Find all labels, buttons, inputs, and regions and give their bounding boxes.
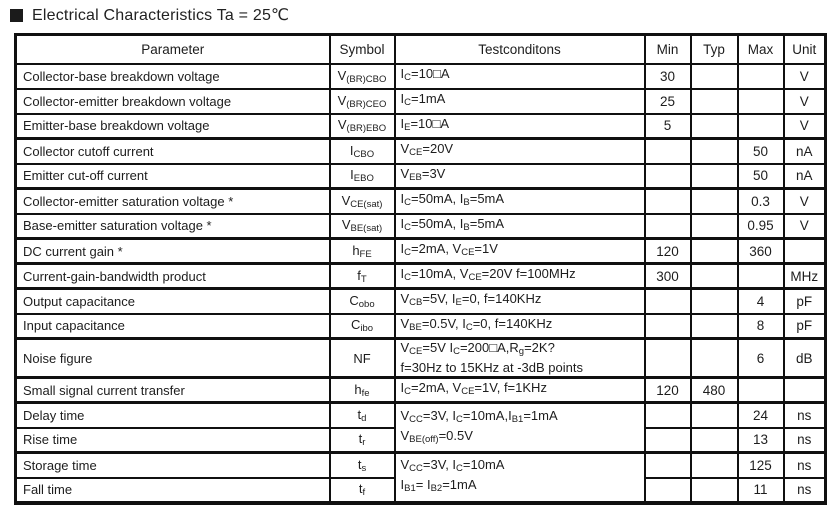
symbol-cell: $I_{EBO}$ <box>330 164 395 189</box>
max-cell: 4 <box>738 289 784 314</box>
parameter-cell: Noise figure <box>16 339 330 378</box>
col-header-symbol: Symbol <box>330 35 395 64</box>
max-cell: 0.95 <box>738 214 784 239</box>
table-row <box>16 164 826 189</box>
conditions-cell <box>395 264 645 289</box>
col-header-parameter: Parameter <box>16 35 330 64</box>
parameter-cell: Emitter cut-off current <box>16 164 330 189</box>
unit-cell: pF <box>784 314 826 339</box>
max-cell: 8 <box>738 314 784 339</box>
max-cell <box>738 264 784 289</box>
parameter-cell: Delay time <box>16 403 330 428</box>
max-cell: 125 <box>738 453 784 478</box>
parameter-cell: Storage time <box>16 453 330 478</box>
condition-line: f=30Hz to 15KHz at -3dB points <box>400 360 583 375</box>
min-cell: 25 <box>645 89 691 114</box>
min-cell <box>645 164 691 189</box>
symbol-cell: $t_r$ <box>330 428 395 453</box>
min-cell <box>645 189 691 214</box>
table-row <box>16 264 826 289</box>
conditions-cell <box>395 314 645 339</box>
min-cell: 5 <box>645 114 691 139</box>
condition-line: $I_C=50mA$, $I_B=5mA$ <box>400 191 505 209</box>
max-cell <box>738 64 784 89</box>
table-row <box>16 239 826 264</box>
max-cell: 50 <box>738 139 784 164</box>
unit-cell: nA <box>784 164 826 189</box>
condition-line: $V_{BE(off)}=0.5V$ <box>400 427 473 445</box>
table-row <box>16 289 826 314</box>
table-row <box>16 453 826 478</box>
col-header-max: Max <box>738 35 784 64</box>
typ-cell <box>691 453 738 478</box>
symbol-cell: $I_{CBO}$ <box>330 139 395 164</box>
min-cell: 120 <box>645 378 691 403</box>
unit-cell: pF <box>784 289 826 314</box>
condition-line: $V_{BE}=0.5V$, $I_C=0$, f=140KHz <box>400 315 553 333</box>
typ-cell <box>691 239 738 264</box>
symbol-cell: $t_s$ <box>330 453 395 478</box>
min-cell <box>645 428 691 453</box>
unit-cell: ns <box>784 453 826 478</box>
table-row <box>16 114 826 139</box>
condition-line: $I_C=2mA$, $V_{CE}=1V$, f=1KHz <box>400 380 547 397</box>
typ-cell <box>691 189 738 214</box>
parameter-cell: Fall time <box>16 478 330 503</box>
condition-line: $I_C=10mA$, $V_{CE}=20V$ f=100MHz <box>400 266 576 283</box>
col-header-unit: Unit <box>784 35 826 64</box>
condition-line: $I_{B1}= I_{B2}=1mA$ <box>400 477 477 495</box>
typ-cell <box>691 64 738 89</box>
conditions-cell <box>395 453 645 503</box>
unit-cell: nA <box>784 139 826 164</box>
col-header-typ: Typ <box>691 35 738 64</box>
symbol-cell: $V_{CE(sat)}$ <box>330 189 395 214</box>
header-row <box>16 35 826 64</box>
col-header-testconditions: Testconditons <box>395 35 645 64</box>
parameter-cell: Input capacitance <box>16 314 330 339</box>
typ-cell <box>691 164 738 189</box>
table-row <box>16 64 826 89</box>
condition-line: $V_{CE}=5V$ $I_C=200□A,R_g=2K$? <box>400 340 555 357</box>
max-cell: 0.3 <box>738 189 784 214</box>
max-cell <box>738 114 784 139</box>
unit-cell: V <box>784 114 826 139</box>
typ-cell <box>691 339 738 378</box>
typ-cell <box>691 139 738 164</box>
parameter-cell: Small signal current transfer <box>16 378 330 403</box>
unit-cell: ns <box>784 428 826 453</box>
condition-line: $V_{CC}=3V$, $I_C=10mA,I_{B1}=1mA$ <box>400 407 558 425</box>
electrical-characteristics-table <box>14 33 827 505</box>
symbol-cell: $h_{FE}$ <box>330 239 395 264</box>
parameter-cell: Collector-base breakdown voltage <box>16 64 330 89</box>
max-cell: 11 <box>738 478 784 503</box>
conditions-cell <box>395 403 645 453</box>
table-row <box>16 139 826 164</box>
typ-cell: 480 <box>691 378 738 403</box>
parameter-cell: Collector-emitter breakdown voltage <box>16 89 330 114</box>
min-cell: 120 <box>645 239 691 264</box>
max-cell <box>738 89 784 114</box>
table-row <box>16 314 826 339</box>
max-cell: 360 <box>738 239 784 264</box>
typ-cell <box>691 314 738 339</box>
unit-cell: V <box>784 214 826 239</box>
table-row <box>16 403 826 428</box>
condition-line: $V_{CC}=3V$, $I_C=10mA$ <box>400 457 505 475</box>
condition-line: $I_C=2mA$, $V_{CE}=1V$ <box>400 241 498 258</box>
conditions-cell <box>395 378 645 403</box>
table-row <box>16 378 826 403</box>
conditions-cell <box>395 164 645 189</box>
min-cell <box>645 478 691 503</box>
max-cell <box>738 378 784 403</box>
symbol-cell: $h_{fe}$ <box>330 378 395 403</box>
min-cell <box>645 453 691 478</box>
typ-cell <box>691 428 738 453</box>
min-cell: 30 <box>645 64 691 89</box>
unit-cell: V <box>784 189 826 214</box>
max-cell: 6 <box>738 339 784 378</box>
parameter-cell: Collector cutoff current <box>16 139 330 164</box>
unit-cell: V <box>784 89 826 114</box>
parameter-cell: Current-gain-bandwidth product <box>16 264 330 289</box>
max-cell: 13 <box>738 428 784 453</box>
min-cell: 300 <box>645 264 691 289</box>
title-bullet-icon <box>10 9 23 22</box>
condition-line: $I_C=1mA$ <box>400 91 446 108</box>
min-cell <box>645 289 691 314</box>
parameter-cell: DC current gain * <box>16 239 330 264</box>
table-row <box>16 339 826 378</box>
page-title <box>10 5 289 25</box>
min-cell <box>645 214 691 239</box>
symbol-cell: $f_T$ <box>330 264 395 289</box>
table-row <box>16 189 826 214</box>
parameter-cell: Output capacitance <box>16 289 330 314</box>
symbol-cell: $V_{(BR)EBO}$ <box>330 114 395 139</box>
typ-cell <box>691 89 738 114</box>
unit-cell: dB <box>784 339 826 378</box>
min-cell <box>645 139 691 164</box>
symbol-cell: $C_{ibo}$ <box>330 314 395 339</box>
symbol-cell: $t_d$ <box>330 403 395 428</box>
conditions-cell <box>395 114 645 139</box>
table-row <box>16 214 826 239</box>
symbol-cell: $t_f$ <box>330 478 395 503</box>
condition-line: $I_C=10□A$ <box>400 66 450 83</box>
symbol-cell: $C_{obo}$ <box>330 289 395 314</box>
max-cell: 24 <box>738 403 784 428</box>
parameter-cell: Rise time <box>16 428 330 453</box>
symbol-cell: NF <box>330 339 395 378</box>
page-title-text: Electrical Characteristics Ta = 25℃ <box>32 7 290 24</box>
min-cell <box>645 403 691 428</box>
conditions-cell <box>395 339 645 378</box>
typ-cell <box>691 403 738 428</box>
condition-line: $I_C=50mA$, $I_B=5mA$ <box>400 215 505 233</box>
min-cell <box>645 314 691 339</box>
parameter-cell: Collector-emitter saturation voltage * <box>16 189 330 214</box>
conditions-cell <box>395 139 645 164</box>
condition-line: $V_{EB}=3V$ <box>400 165 446 183</box>
unit-cell: MHz <box>784 264 826 289</box>
condition-line: $V_{CE}=20V$ <box>400 141 454 159</box>
condition-line: $V_{CB}=5V$, $I_E=0$, f=140KHz <box>400 291 542 309</box>
conditions-cell <box>395 89 645 114</box>
parameter-cell: Base-emitter saturation voltage * <box>16 214 330 239</box>
condition-line: $I_E=10□A$ <box>400 115 450 133</box>
unit-cell <box>784 239 826 264</box>
min-cell <box>645 339 691 378</box>
conditions-cell <box>395 239 645 264</box>
unit-cell <box>784 378 826 403</box>
conditions-cell <box>395 64 645 89</box>
unit-cell: V <box>784 64 826 89</box>
table-row <box>16 89 826 114</box>
symbol-cell: $V_{(BR)CBO}$ <box>330 64 395 89</box>
unit-cell: ns <box>784 403 826 428</box>
typ-cell <box>691 264 738 289</box>
conditions-cell <box>395 289 645 314</box>
typ-cell <box>691 289 738 314</box>
unit-cell: ns <box>784 478 826 503</box>
typ-cell <box>691 114 738 139</box>
conditions-cell <box>395 214 645 239</box>
symbol-cell: $V_{BE(sat)}$ <box>330 214 395 239</box>
max-cell: 50 <box>738 164 784 189</box>
parameter-cell: Emitter-base breakdown voltage <box>16 114 330 139</box>
typ-cell <box>691 478 738 503</box>
col-header-min: Min <box>645 35 691 64</box>
symbol-cell: $V_{(BR)CEO}$ <box>330 89 395 114</box>
conditions-cell <box>395 189 645 214</box>
typ-cell <box>691 214 738 239</box>
